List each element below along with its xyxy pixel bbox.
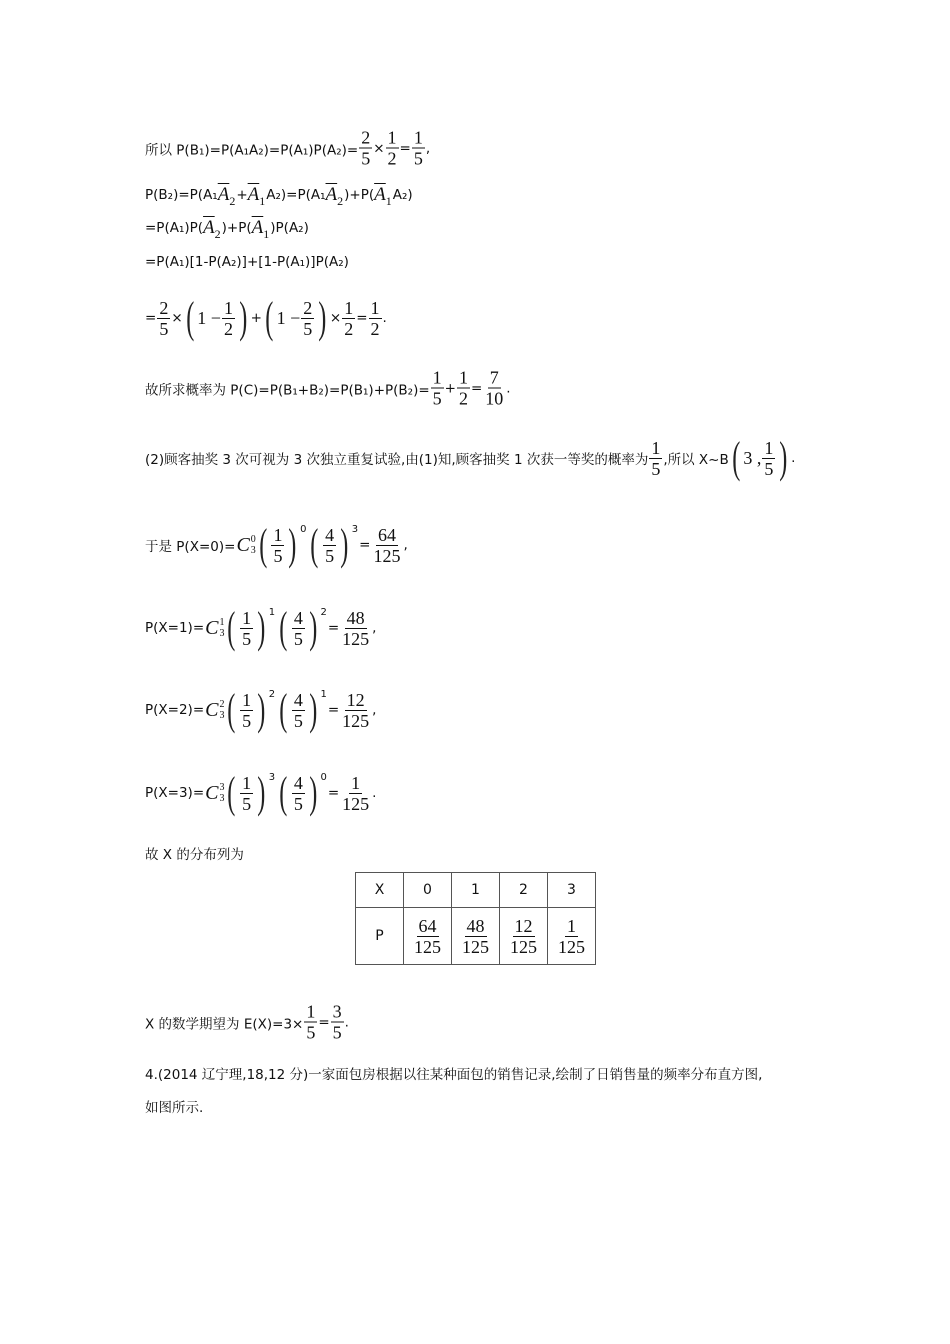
denominator: 5 <box>293 628 303 649</box>
fraction <box>649 438 662 479</box>
math-text: + <box>236 187 248 203</box>
math-text: × <box>171 310 183 326</box>
table-cell <box>452 908 500 965</box>
subscript: 2 <box>337 193 344 208</box>
numerator: 1 <box>413 127 423 148</box>
math-text: = <box>327 620 340 636</box>
fraction <box>222 298 235 339</box>
math-text: 所以 P(B₁)=P(A₁A₂)=P(A₁)P(A₂)= <box>145 142 359 158</box>
denominator: 2 <box>458 388 468 409</box>
combination-symbol: C 1 3 <box>205 616 225 639</box>
denominator: 5 <box>432 388 442 409</box>
table-header-cell: 0 <box>404 873 452 908</box>
denominator: 5 <box>651 458 661 479</box>
denominator: 5 <box>361 148 371 169</box>
text-line <box>145 843 244 863</box>
denominator: 5 <box>293 793 303 814</box>
fraction <box>323 525 336 566</box>
fraction <box>240 773 253 814</box>
numerator: 4 <box>293 607 303 628</box>
math-text: ,所以 X~B <box>663 452 729 468</box>
numerator: 1 <box>370 297 380 318</box>
math-text: = <box>327 785 340 801</box>
denominator: 2 <box>387 148 397 169</box>
numerator: 1 <box>306 1001 316 1022</box>
denominator: 5 <box>242 628 252 649</box>
fraction <box>371 525 402 566</box>
fraction <box>292 690 305 731</box>
math-text: = <box>399 140 411 156</box>
fraction <box>369 298 382 339</box>
exponent: 0 <box>320 771 327 783</box>
math-text: )+P( <box>221 220 252 236</box>
math-text: =P(A₁)P( <box>145 220 204 236</box>
math-text: + <box>444 380 456 396</box>
fraction: $\frac{1}{125}$ <box>558 915 585 957</box>
fraction <box>340 690 371 731</box>
denominator: 5 <box>332 1022 342 1043</box>
text-line <box>145 768 377 817</box>
math-text: . <box>791 450 796 466</box>
combination-symbol: C 3 3 <box>205 781 225 804</box>
parenthesized-group: ( $\frac{1}{5}$ ) <box>259 520 297 569</box>
denominator: 5 <box>325 545 335 566</box>
text-line <box>145 217 309 239</box>
complement-symbol: $\overline{A}$ <box>247 184 260 205</box>
fraction: $\frac{48}{125}$ <box>462 915 489 957</box>
text-line <box>145 1063 762 1083</box>
math-text: 如图所示. <box>145 1100 204 1116</box>
complement-symbol: $\overline{A}$ <box>374 184 386 205</box>
exponent: 1 <box>320 688 327 700</box>
math-text: . <box>372 785 377 801</box>
numerator: 2 <box>159 297 169 318</box>
parenthesized-group: ( $\frac{4}{5}$ ) <box>310 520 349 569</box>
math-text: , <box>425 140 431 156</box>
distribution-table <box>355 872 596 965</box>
math-text: A₂) <box>392 187 413 203</box>
numerator: 1 <box>651 437 661 458</box>
math-text: × <box>329 310 342 326</box>
math-text: + <box>250 310 262 326</box>
complement-symbol: $\overline{A}$ <box>217 184 230 205</box>
math-text: =P(A₁)[1-P(A₂)]+[1-P(A₁)]P(A₂) <box>145 254 349 270</box>
math-text: P(X=2)= <box>145 702 205 718</box>
math-text: )+P( <box>344 187 375 203</box>
fraction <box>431 368 444 409</box>
numerator: 4 <box>293 689 303 710</box>
math-text: (2)顾客抽奖 3 次可视为 3 次独立重复试验,由(1)知,顾客抽奖 1 次获一等奖的概率为 <box>145 452 649 468</box>
numerator: 64 <box>377 524 396 545</box>
math-text: 故所求概率为 P(C)=P(B₁+B₂)=P(B₁)+P(B₂)= <box>145 382 430 398</box>
subscript: 2 <box>214 226 221 241</box>
exponent: 3 <box>268 771 276 783</box>
math-text: 3 , <box>743 447 762 468</box>
subscript: 2 <box>229 193 236 208</box>
numerator: 1 <box>223 297 233 318</box>
math-text: . <box>382 310 387 326</box>
exponent: 0 <box>300 523 307 535</box>
combination-symbol: C 2 3 <box>205 698 225 721</box>
parenthesized-group: ( $\frac{4}{5}$ ) <box>279 603 318 652</box>
math-text: P(X=3)= <box>145 785 205 801</box>
numerator: 1 <box>242 689 252 710</box>
fraction <box>304 1002 317 1043</box>
fraction <box>301 298 314 339</box>
fraction <box>342 298 355 339</box>
text-line <box>145 603 377 652</box>
math-text: P(B₂)=P(A₁ <box>145 187 218 203</box>
subscript: 1 <box>263 226 270 241</box>
exponent: 2 <box>268 688 276 700</box>
denominator: 5 <box>306 1022 316 1043</box>
numerator: 1 <box>764 437 774 458</box>
math-text: X 的数学期望为 E(X)=3× <box>145 1016 304 1032</box>
fraction <box>340 773 371 814</box>
math-text: = <box>359 537 371 553</box>
fraction <box>483 368 505 409</box>
math-text: 4.(2014 辽宁理,18,12 分)一家面包房根据以往某种面包的销售记录,绘制了日销售量的频率分布直方图, <box>145 1067 763 1083</box>
complement-symbol: $\overline{A}$ <box>203 217 215 238</box>
numerator: 1 <box>242 772 252 793</box>
text-line <box>145 520 408 569</box>
complement-symbol: $\overline{A}$ <box>325 184 338 205</box>
text-line <box>145 368 511 409</box>
table-cell <box>500 908 548 965</box>
math-text: = <box>318 1014 330 1030</box>
table-header-cell: 2 <box>500 873 548 908</box>
numerator: 1 <box>344 297 354 318</box>
math-text: , <box>372 702 377 718</box>
table-header-cell: X <box>356 873 404 908</box>
math-text: , <box>403 537 408 553</box>
math-text: , <box>372 620 377 636</box>
numerator: 2 <box>361 127 371 148</box>
math-text: = <box>327 702 340 718</box>
parenthesized-group: ( 3 , $\frac{1}{5}$ ) <box>732 433 788 482</box>
fraction <box>292 608 305 649</box>
math-text: . <box>506 380 511 396</box>
math-text: 于是 P(X=0)= <box>145 539 236 555</box>
fraction <box>762 438 775 479</box>
numerator: 7 <box>489 367 499 388</box>
denominator: 5 <box>293 710 303 731</box>
numerator: 1 <box>432 367 442 388</box>
exponent: 3 <box>351 523 359 535</box>
complement-symbol: $\overline{A}$ <box>251 217 264 238</box>
fraction <box>157 298 170 339</box>
numerator: 4 <box>325 524 335 545</box>
fraction <box>412 128 425 169</box>
table-row-label: P <box>356 908 404 965</box>
fraction <box>331 1002 344 1043</box>
parenthesized-group: ( $\frac{4}{5}$ ) <box>279 685 318 734</box>
fraction: $\frac{12}{125}$ <box>510 915 537 957</box>
parenthesized-group: ( $\frac{1}{5}$ ) <box>227 685 266 734</box>
table-cell <box>548 908 596 965</box>
denominator: 125 <box>373 545 401 566</box>
math-text: A₂)=P(A₁ <box>266 187 326 203</box>
text-line <box>145 1096 203 1116</box>
numerator: 1 <box>387 127 397 148</box>
text-line <box>145 184 413 206</box>
table-header-cell: 3 <box>548 873 596 908</box>
math-text: )P(A₂) <box>270 220 309 236</box>
denominator: 125 <box>342 628 370 649</box>
denominator: 5 <box>242 793 252 814</box>
denominator: 5 <box>764 458 774 479</box>
denominator: 2 <box>370 318 380 339</box>
fraction: $\frac{64}{125}$ <box>414 915 441 957</box>
fraction <box>240 690 253 731</box>
text-line <box>145 1002 349 1043</box>
denominator: 2 <box>344 318 354 339</box>
fraction <box>386 128 399 169</box>
math-text: = <box>356 310 368 326</box>
numerator: 12 <box>346 689 365 710</box>
denominator: 125 <box>342 710 370 731</box>
denominator: 10 <box>485 388 504 409</box>
fraction <box>457 368 470 409</box>
numerator: 3 <box>332 1001 342 1022</box>
exponent: 1 <box>268 606 276 618</box>
fraction <box>240 608 253 649</box>
math-text: = <box>145 310 157 326</box>
parenthesized-group: ( 1 − $\frac{1}{2}$ ) <box>185 293 248 342</box>
fraction <box>340 608 371 649</box>
numerator: 4 <box>293 772 303 793</box>
subscript: 1 <box>385 193 392 208</box>
parenthesized-group: ( $\frac{4}{5}$ ) <box>279 768 318 817</box>
denominator: 5 <box>159 318 169 339</box>
subscript: 1 <box>259 193 266 208</box>
math-text: 故 X 的分布列为 <box>145 847 244 863</box>
math-text: P(X=1)= <box>145 620 205 636</box>
fraction <box>359 128 372 169</box>
fraction <box>271 525 284 566</box>
table-cell <box>404 908 452 965</box>
parenthesized-group: ( $\frac{1}{5}$ ) <box>227 768 266 817</box>
parenthesized-group: ( 1 − $\frac{2}{5}$ ) <box>265 293 327 342</box>
denominator: 5 <box>413 148 423 169</box>
denominator: 125 <box>342 793 370 814</box>
numerator: 1 <box>351 772 361 793</box>
numerator: 2 <box>303 297 313 318</box>
parenthesized-group: ( $\frac{1}{5}$ ) <box>227 603 266 652</box>
math-text: × <box>373 140 385 156</box>
math-text: 1 − <box>197 307 221 328</box>
text-line <box>145 293 387 342</box>
numerator: 1 <box>458 367 468 388</box>
denominator: 5 <box>303 318 313 339</box>
text-line <box>145 685 377 734</box>
denominator: 5 <box>242 710 252 731</box>
math-text: 1 − <box>276 307 301 328</box>
denominator: 5 <box>273 545 283 566</box>
text-line <box>145 128 430 169</box>
numerator: 48 <box>346 607 365 628</box>
numerator: 1 <box>242 607 252 628</box>
math-text: . <box>344 1014 349 1030</box>
table-header-cell: 1 <box>452 873 500 908</box>
text-line <box>145 254 349 270</box>
denominator: 2 <box>223 318 233 339</box>
numerator: 1 <box>273 524 283 545</box>
exponent: 2 <box>320 606 327 618</box>
combination-symbol: C 0 3 <box>236 533 256 556</box>
text-line <box>145 433 796 482</box>
fraction <box>292 773 305 814</box>
math-text: = <box>470 380 483 396</box>
